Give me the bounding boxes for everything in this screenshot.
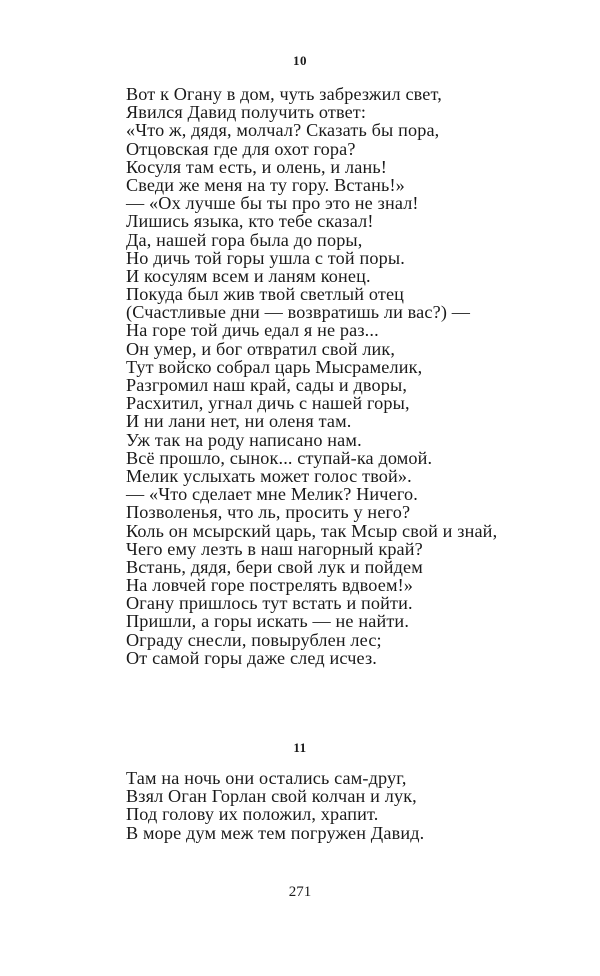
- poem-line: Встань, дядя, бери свой лук и пойдем: [126, 556, 423, 577]
- poem-line: Отцовская где для охот гора?: [126, 138, 356, 159]
- poem-line: Да, нашей гора была до поры,: [126, 229, 363, 250]
- section-number-11: 11: [293, 740, 307, 755]
- stanza-section-10: [126, 85, 497, 667]
- poem-line: Взял Оган Горлан свой колчан и лук,: [126, 786, 417, 807]
- poem-line: От самой горы даже след исчез.: [126, 647, 378, 668]
- poem-line: Ограду снесли, повырублен лес;: [126, 629, 382, 650]
- poem-line: Косуля там есть, и олень, и лань!: [126, 156, 387, 177]
- poem-line: Явился Давид получить ответ:: [126, 102, 367, 123]
- poem-line: Вот к Огану в дом, чуть забрезжил свет,: [126, 84, 442, 104]
- poem-line: Пришли, а горы искать — не найти.: [126, 611, 410, 632]
- poem-line: Тут войско собрал царь Мысрамелик,: [126, 356, 423, 377]
- page-number: 271: [288, 884, 312, 900]
- poem-line: Уж так на роду написано нам.: [126, 429, 362, 450]
- poem-line: Расхитил, угнал дичь с нашей горы,: [126, 393, 410, 414]
- poem-line: Под голову их положил, храпит.: [126, 804, 379, 825]
- stanza-section-11: [126, 769, 424, 842]
- poem-line: Всё прошло, сынок... ступай-ка домой.: [126, 447, 433, 468]
- poem-line: Покуда был жив твой светлый отец: [126, 284, 405, 305]
- poem-line: (Счастливые дни — возвратишь ли вас?) —: [126, 302, 471, 323]
- poem-line: И косулям всем и ланям конец.: [126, 265, 371, 286]
- poem-line: Лишись языка, кто тебе сказал!: [126, 211, 374, 232]
- poem-line: Коль он мсырский царь, так Мсыр свой и знай,: [126, 520, 498, 541]
- poem-line: «Что ж, дядя, молчал? Сказать бы пора,: [126, 120, 440, 141]
- poem-line: Там на ночь они остались сам-друг,: [126, 768, 407, 788]
- poem-line: Разгромил наш край, сады и дворы,: [126, 375, 408, 395]
- poem-line: И ни лани нет, ни оленя там.: [126, 411, 352, 432]
- poem-line: Огану пришлось тут встать и пойти.: [126, 593, 413, 614]
- poem-line: Но дичь той горы ушла с той поры.: [126, 247, 405, 268]
- poem-line: Сведи же меня на ту гору. Встань!»: [126, 174, 405, 195]
- poem-line: — «Что сделает мне Мелик? Ничего.: [126, 484, 418, 505]
- section-number-10: 10: [293, 53, 307, 68]
- poem-line: На ловчей горе пострелять вдвоем!»: [126, 575, 414, 596]
- poem-line: Мелик услыхать может голос твой».: [126, 465, 412, 486]
- poem-line: — «Ох лучше бы ты про это не знал!: [126, 193, 419, 214]
- poem-line: Он умер, и бог отвратил свой лик,: [126, 338, 396, 359]
- poem-line: На горе той дичь едал я не раз...: [126, 320, 379, 341]
- poem-line: Позволенья, что ль, просить у него?: [126, 502, 411, 523]
- poem-line: Чего ему лезть в наш нагорный край?: [126, 538, 423, 559]
- poem-line: В море дум меж тем погружен Давид.: [126, 822, 425, 843]
